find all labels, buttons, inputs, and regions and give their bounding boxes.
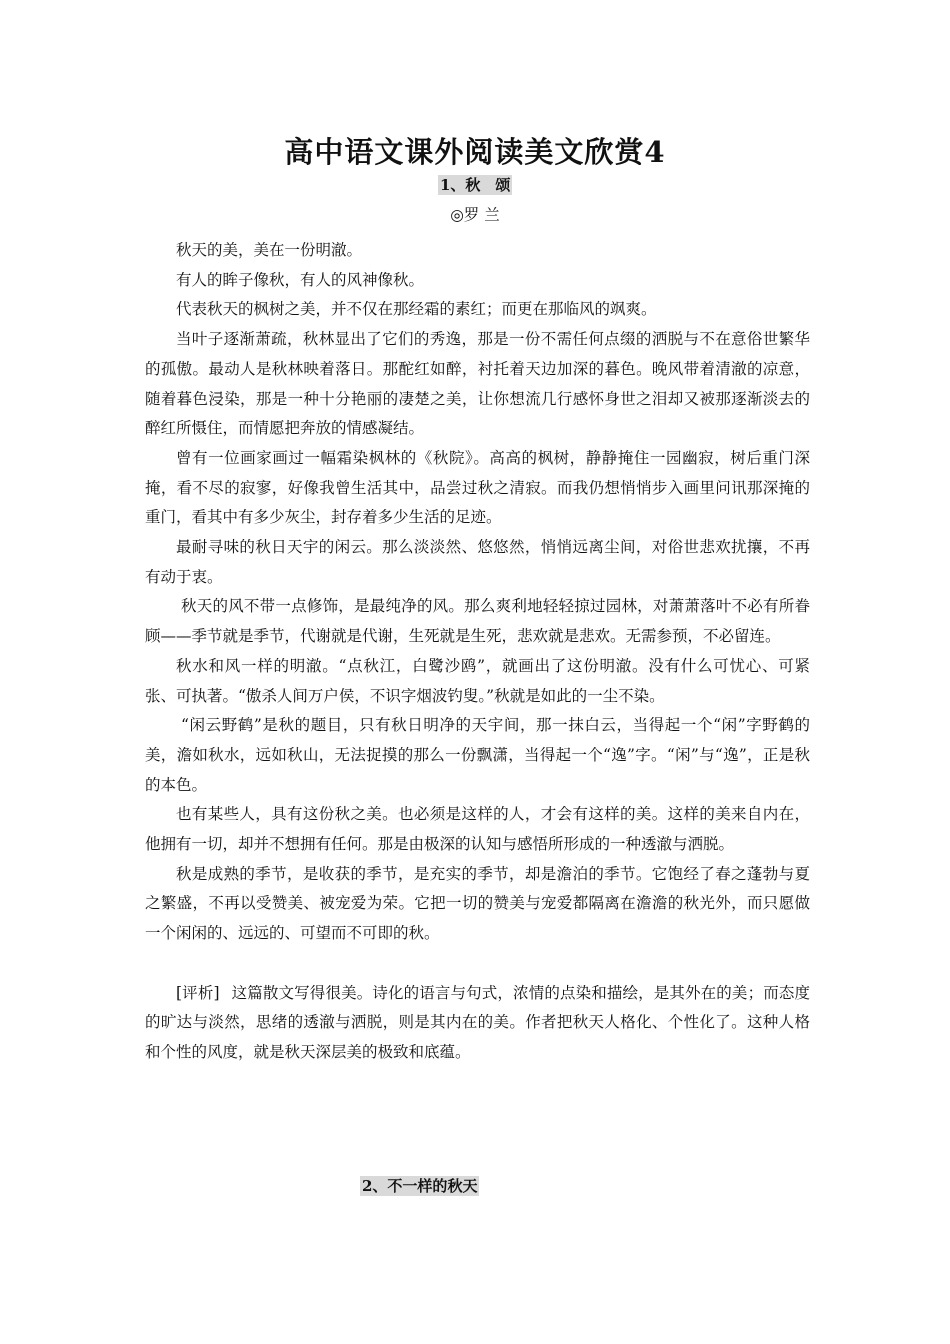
document-title: 高中语文课外阅读美文欣赏4	[284, 135, 666, 169]
author-line: ◎罗 兰	[450, 206, 500, 224]
review-paragraph	[145, 979, 810, 1068]
paragraph: 当叶子逐渐萧疏，秋林显出了它们的秀逸，那是一份不需任何点缀的洒脱与不在意俗世繁华的孤傲。最动人是秋林映着落日。那酡红如醉，衬托着天边加深的暮色。晚风带着清澈的凉意，随着暮色浸染，那是一种十分艳丽的凄楚之美，让你想流几行感怀身世之泪却又被那逐渐淡去的醉红所慑住，而情愿把奔放的情感凝结。	[145, 330, 810, 438]
section-heading-autumn-ode: 1、秋 颂	[440, 176, 511, 194]
paragraph: “闲云野鹤”是秋的题目，只有秋日明净的天宇间，那一抹白云，当得起一个“闲”字野鹤的美，澹如秋水，远如秋山，无法捉摸的那么一份飘潇，当得起一个“逸”字。“闲”与“逸”，正是秋的本色。	[145, 716, 810, 794]
section-heading-different-autumn: 2、不一样的秋天	[362, 1177, 478, 1195]
paragraph: 代表秋天的枫树之美，并不仅在那经霜的素红；而更在那临风的飒爽。	[176, 300, 657, 319]
paragraph: 秋天的美，美在一份明澈。	[176, 241, 363, 259]
paragraph: 最耐寻味的秋日天宇的闲云。那么淡淡然、悠悠然，悄悄远离尘间，对俗世悲欢扰攘，不再有动于衷。	[145, 538, 810, 586]
paragraph: 曾有一位画家画过一幅霜染枫林的《秋院》。高高的枫树，静静掩住一园幽寂，树后重门深掩，看不尽的寂寥，好像我曾生活其中，品尝过秋之清寂。而我仍想悄悄步入画里问讯那深掩的重门，看其中有多少灰尘，封存着多少生活的足迹。	[145, 448, 810, 527]
paragraph: 秋水和风一样的明澈。“点秋江，白鹭沙鸥”，就画出了这份明澈。没有什么可忧心、可紧张、可执著。“傲杀人间万户侯，不识字烟波钓叟。”秋就是如此的一尘不染。	[145, 656, 810, 705]
review-tag: [评析]	[176, 983, 220, 1002]
review-text: 这篇散文写得很美。诗化的语言与句式，浓情的点染和描绘，是其外在的美；而态度的旷达与淡然，思绪的透澈与洒脱，则是其内在的美。作者把秋天人格化、个性化了。这种人格和个性的风度，就是秋天深层美的极致和底蕴。	[145, 983, 810, 1061]
essay-body	[145, 236, 810, 1068]
paragraph: 秋天的风不带一点修饰，是最纯净的风。那么爽利地轻轻掠过园林，对萧萧落叶不必有所眷顾——季节就是季节，代谢就是代谢，生死就是生死，悲欢就是悲欢。无需参预，不必留连。	[145, 597, 810, 646]
paragraph: 有人的眸子像秋，有人的风神像秋。	[176, 270, 425, 289]
paragraph: 也有某些人，具有这份秋之美。也必须是这样的人，才会有这样的美。这样的美来自内在，他拥有一切，却并不想拥有任何。那是由极深的认知与感悟所形成的一种透澈与洒脱。	[145, 805, 810, 854]
paragraph: 秋是成熟的季节，是收获的季节，是充实的季节，却是澹泊的季节。它饱经了春之蓬勃与夏之繁盛，不再以受赞美、被宠爱为荣。它把一切的赞美与宠爱都隔离在澹澹的秋光外，而只愿做一个闲闲的、远远的、可望而不可即的秋。	[145, 864, 810, 943]
